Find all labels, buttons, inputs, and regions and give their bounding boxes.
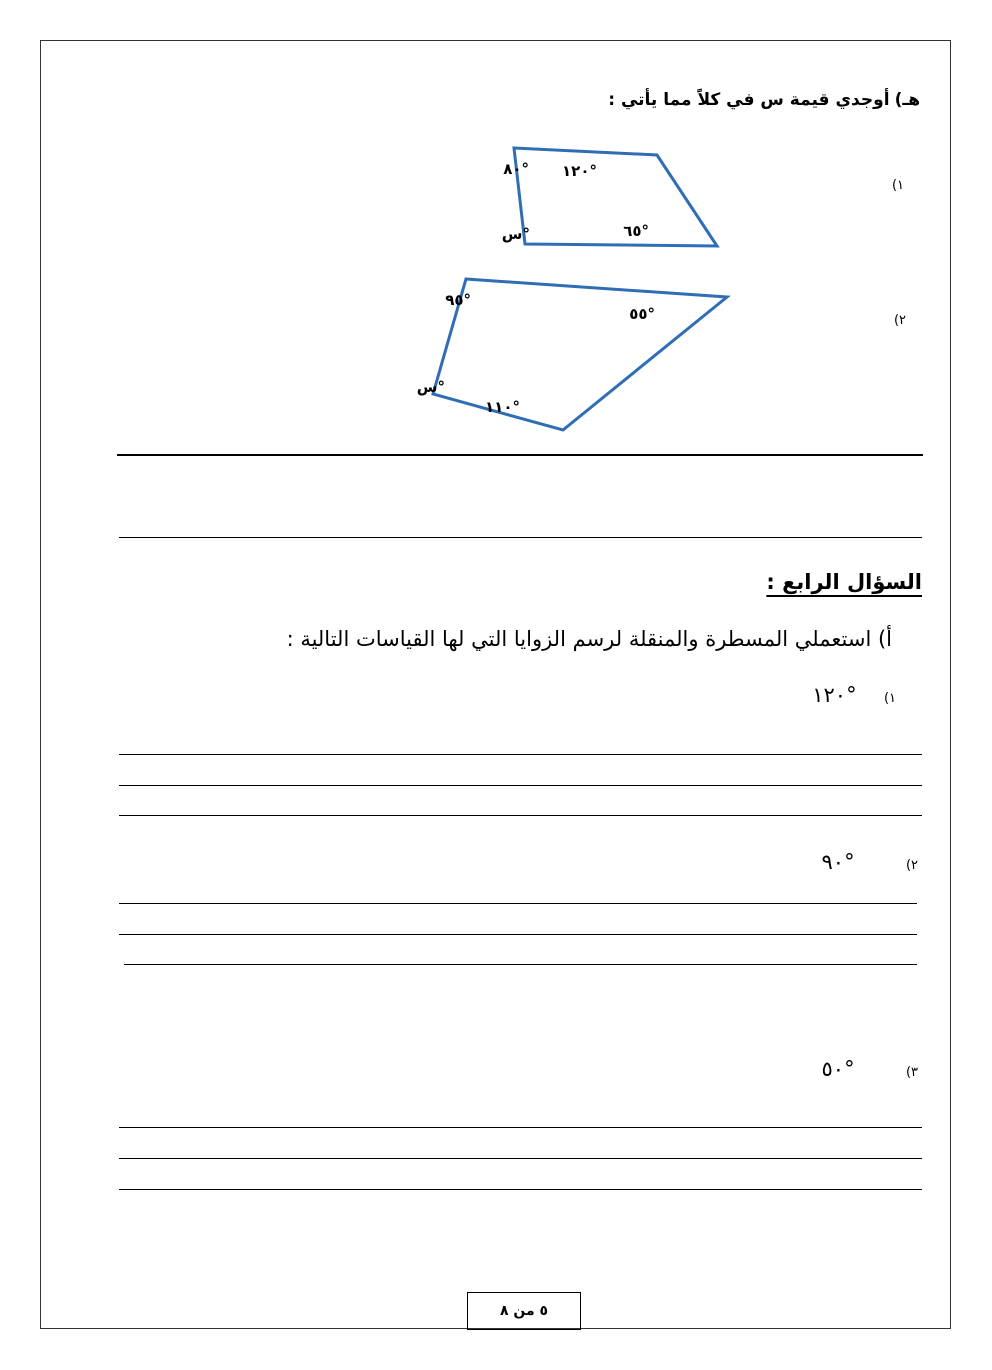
drawing-line [119, 815, 922, 816]
quadrilateral-2 [416, 270, 735, 435]
part-h-label: هـ) [894, 90, 920, 110]
quad2-angle-top-left: °٩٥ [445, 291, 471, 309]
quad1-angle-top-left: °٨٠ [503, 160, 529, 178]
page-indicator-text: ٥ من ٨ [499, 1303, 549, 1319]
drawing-line [124, 964, 917, 965]
drawing-line [119, 754, 922, 755]
quadrilateral-1-shape [514, 148, 717, 246]
drawing-line [119, 785, 922, 786]
drawing-line [119, 1158, 922, 1159]
part-h-instruction: أوجدي قيمة س في كلاً مما يأتي : [608, 90, 890, 110]
drawing-line [119, 903, 917, 904]
angle-item-1-number: ١) [883, 691, 896, 706]
quadrilateral-1 [501, 140, 725, 255]
quad2-angle-bottom-right: °١١٠ [485, 398, 520, 416]
angle-item-1 [812, 683, 896, 707]
part-a-instruction: استعملي المسطرة والمنقلة لرسم الزوايا التي لها القياسات التالية : [286, 627, 872, 651]
angle-item-1-value: °١٢٠ [812, 683, 857, 707]
quad1-angle-top-right: °١٢٠ [562, 162, 597, 180]
part-a-label: أ) [877, 627, 892, 651]
angle-item-3 [822, 1057, 919, 1081]
angle-item-2-number: ٢) [905, 858, 918, 873]
question-4-heading: السؤال الرابع : [766, 570, 922, 594]
angle-item-3-number: ٣) [905, 1065, 918, 1080]
part-h-item-2-number: ٢) [893, 313, 906, 328]
angle-item-2-value: °٩٠ [821, 850, 855, 874]
page-indicator [467, 1292, 581, 1330]
quadrilateral-2-shape [433, 279, 727, 430]
part-a-header [287, 627, 892, 651]
quad2-angle-bottom-left: °س [416, 378, 445, 396]
angle-item-3-value: °٥٠ [821, 1057, 855, 1081]
part-h-header [608, 90, 920, 110]
drawing-line [119, 1189, 922, 1190]
answer-line-part-h [119, 537, 922, 538]
drawing-line [119, 1127, 922, 1128]
section-divider [117, 454, 923, 456]
drawing-line [119, 934, 917, 935]
angle-item-2 [822, 850, 919, 874]
part-h-item-1-number: ١) [891, 178, 904, 193]
quad1-angle-bottom-left: °س [501, 225, 530, 243]
quad2-angle-top-right: °٥٥ [629, 305, 655, 323]
quad1-angle-bottom-right: °٦٥ [623, 222, 649, 240]
